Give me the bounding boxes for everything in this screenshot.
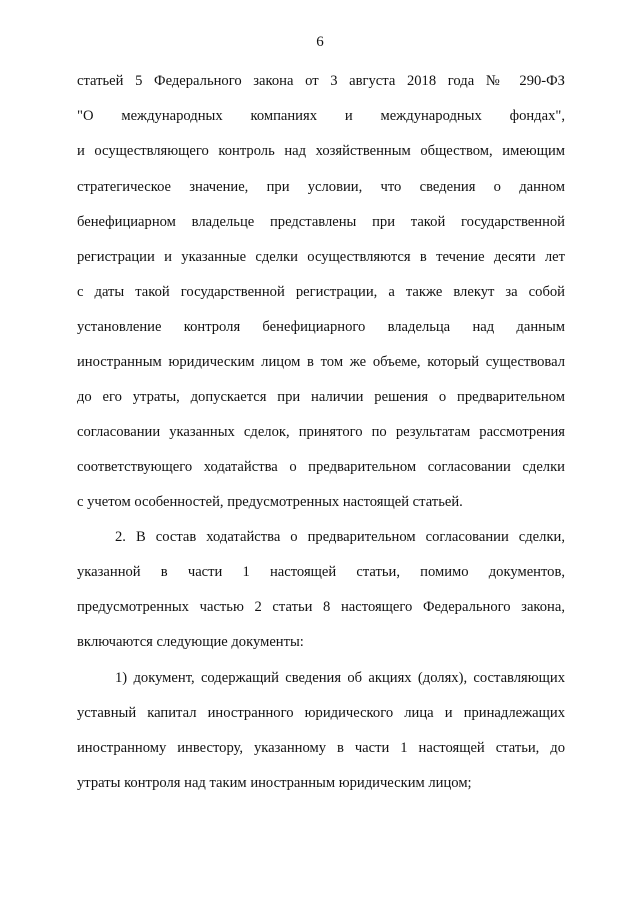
text-line: иностранным юридическим лицом в том же объеме, который существовал [77,354,565,370]
text-line: 1) документ, содержащий сведения об акциях (долях), составляющих [115,670,565,686]
text-line: включаются следующие документы: [77,634,304,650]
text-line: соответствующего ходатайства о предварительном согласовании сделки [77,459,565,475]
text-line: статьей 5 Федерального закона от 3 августа 2018 года № 290-ФЗ [77,73,565,89]
text-line: иностранному инвестору, указанному в части 1 настоящей статьи, до [77,740,565,756]
text-line: регистрации и указанные сделки осуществляются в течение десяти лет [77,249,565,265]
text-line: предусмотренных частью 2 статьи 8 настоящего Федерального закона, [77,599,565,615]
text-line: 2. В состав ходатайства о предварительном согласовании сделки, [115,529,565,545]
text-line: до его утраты, допускается при наличии решения о предварительном [77,389,565,405]
text-line: "О международных компаниях и международных фондах", [77,108,565,124]
text-line: установление контроля бенефициарного владельца над данным [77,319,565,335]
text-line: утраты контроля над таким иностранным юридическим лицом; [77,775,472,791]
text-line: уставный капитал иностранного юридического лица и принадлежащих [77,705,565,721]
text-line: бенефициарном владельце представлены при такой государственной [77,214,565,230]
text-line: с даты такой государственной регистрации, а также влекут за собой [77,284,565,300]
text-line: и осуществляющего контроль над хозяйственным обществом, имеющим [77,143,565,159]
text-line: согласовании указанных сделок, принятого по результатам рассмотрения [77,424,565,440]
text-line: стратегическое значение, при условии, что сведения о данном [77,179,565,195]
text-line: с учетом особенностей, предусмотренных настоящей статьей. [77,494,463,510]
page-number: 6 [316,34,324,50]
text-line: указанной в части 1 настоящей статьи, помимо документов, [77,564,565,580]
